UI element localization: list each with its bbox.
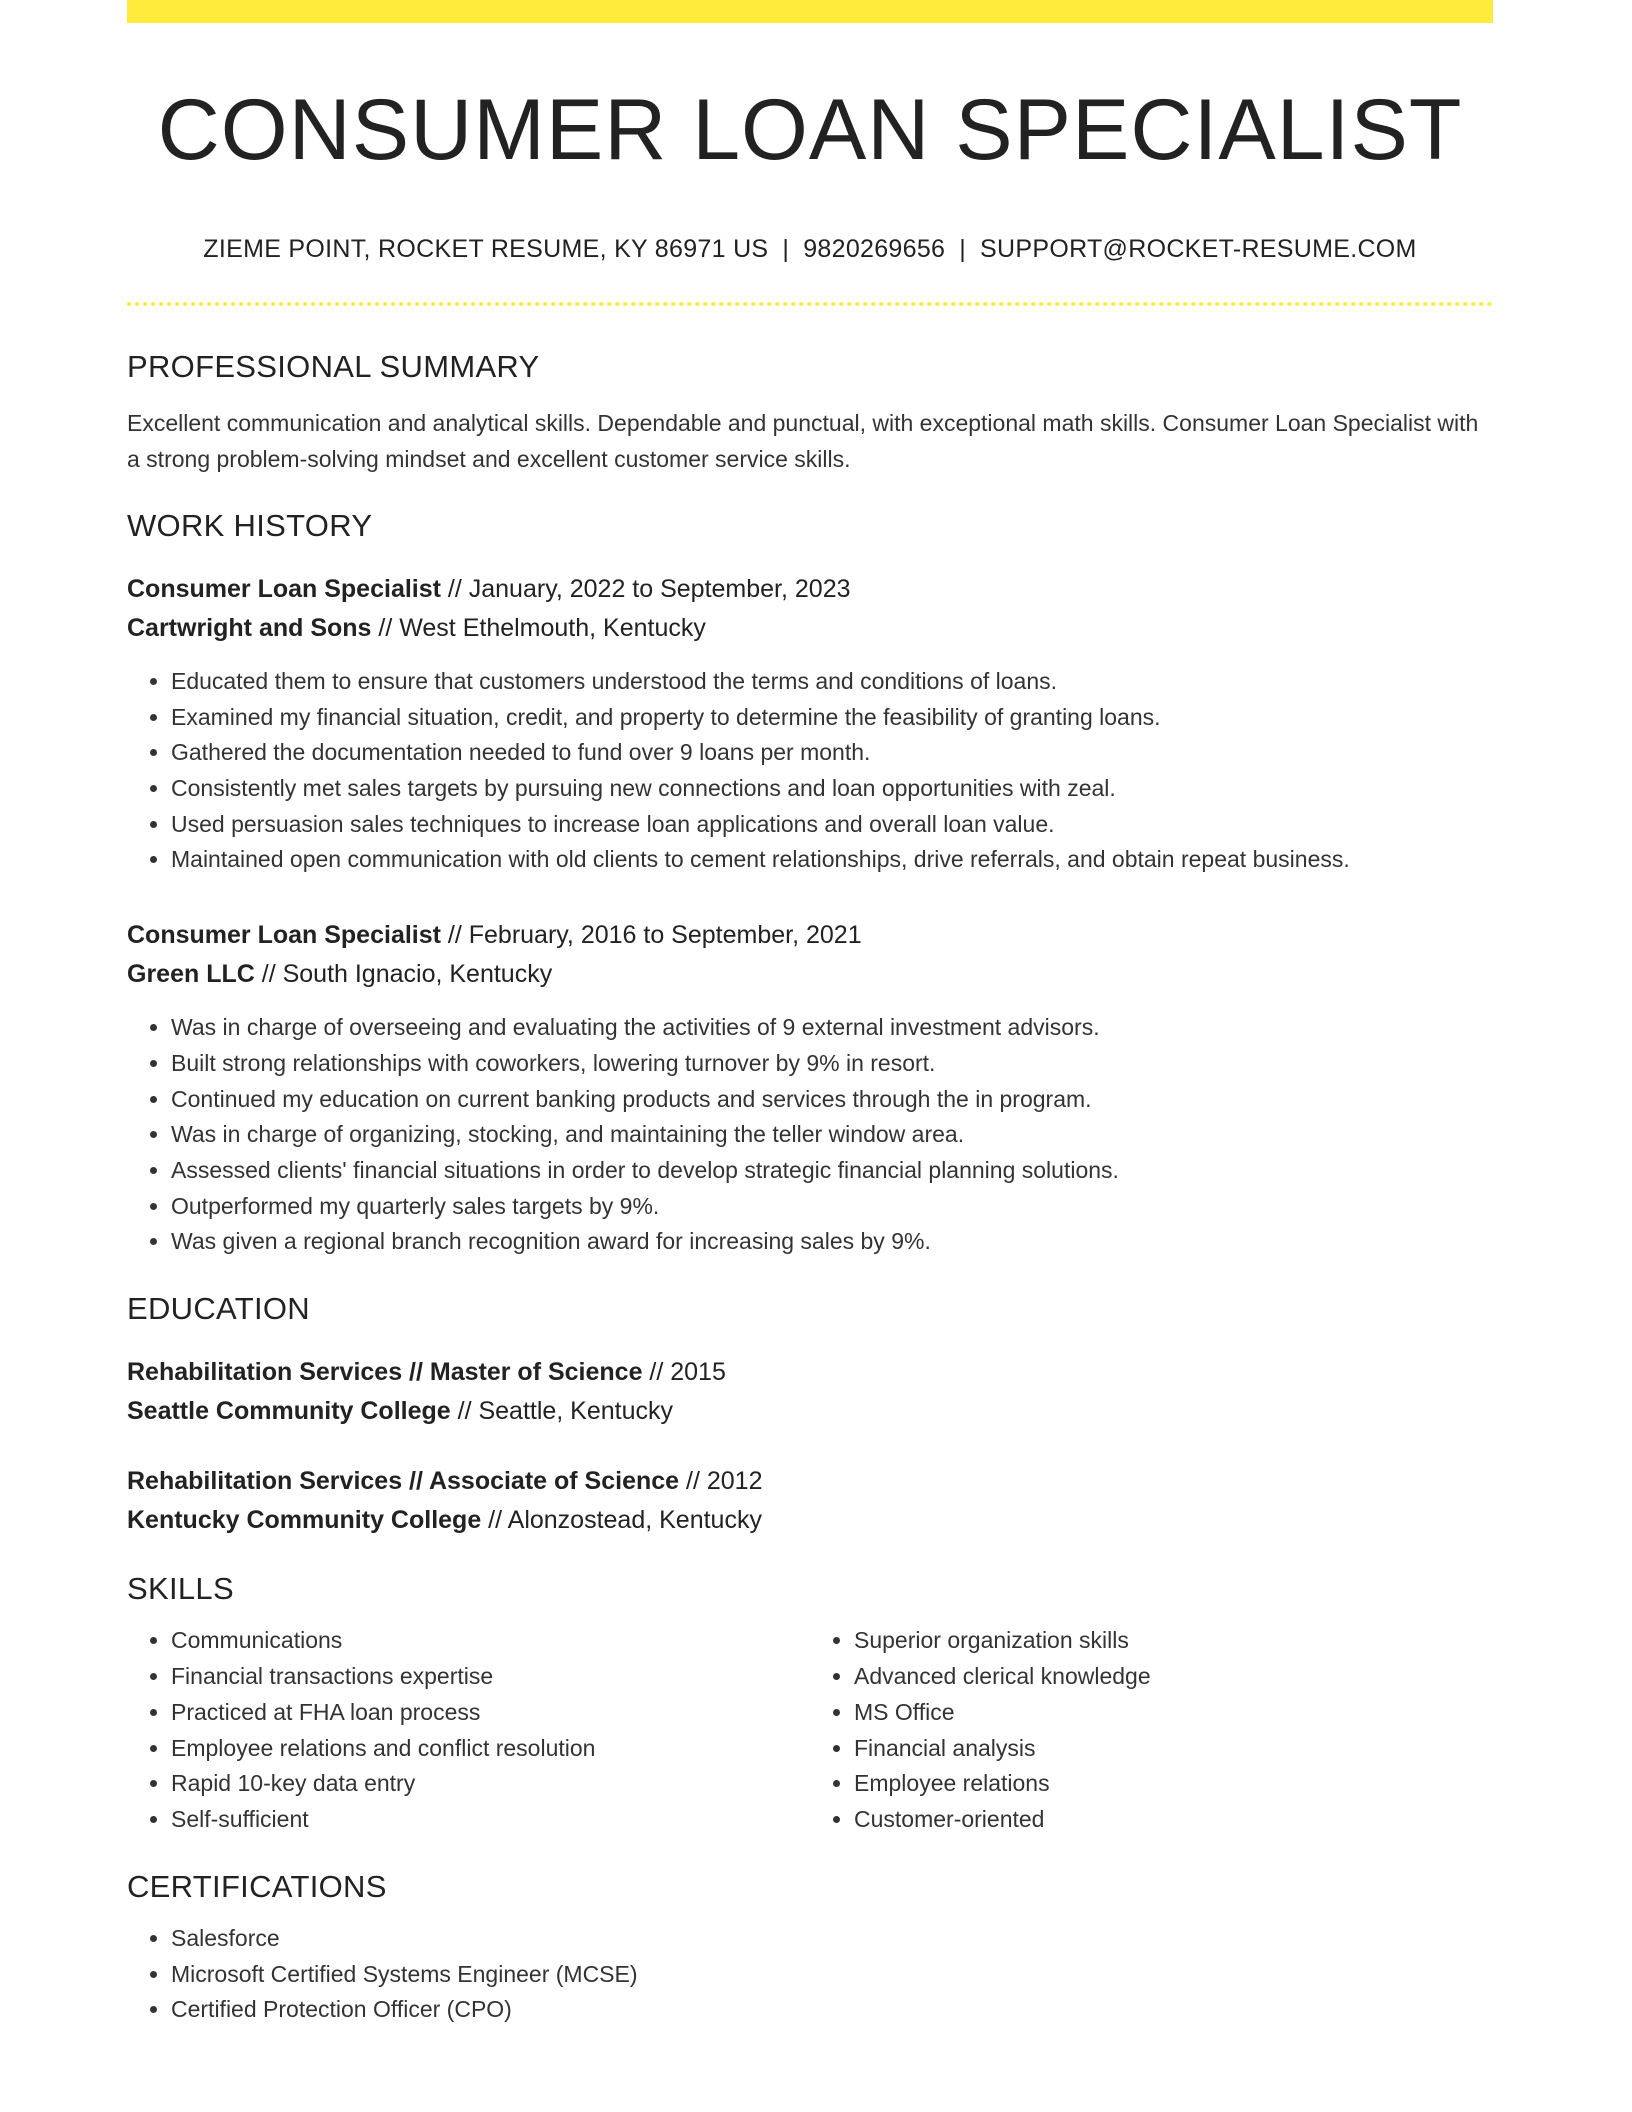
education-location: // Seattle, Kentucky xyxy=(450,1397,674,1426)
accent-top-bar xyxy=(127,0,1493,23)
skill-item: • Rapid 10-key data entry xyxy=(171,1766,810,1802)
list-item: • Used persuasion sales techniques to increase loan applications and overall loan value. xyxy=(171,807,1493,843)
job-entry xyxy=(127,570,1493,878)
education-year: // 2012 xyxy=(679,1467,763,1496)
education-degree: Rehabilitation Services // Associate of Science xyxy=(127,1467,680,1496)
job-bullets xyxy=(127,1010,1493,1260)
job-bullets xyxy=(127,664,1493,878)
skill-item: • Superior organization skills xyxy=(854,1623,1493,1659)
certification-item: • Salesforce xyxy=(171,1921,1493,1957)
education-school: Seattle Community College xyxy=(127,1397,451,1426)
contact-phone: 9820269656 xyxy=(803,234,946,263)
resume-title: CONSUMER LOAN SPECIALIST xyxy=(157,82,1463,178)
job-dates: // January, 2022 to September, 2023 xyxy=(440,574,851,603)
education-entry xyxy=(127,1353,1493,1431)
skill-item: • Financial analysis xyxy=(854,1731,1493,1767)
list-item: • Consistently met sales targets by pursuing new connections and loan opportunities with zeal. xyxy=(171,771,1493,807)
list-item: • Was given a regional branch recognition award for increasing sales by 9%. xyxy=(171,1224,1493,1260)
list-item: • Gathered the documentation needed to fund over 9 loans per month. xyxy=(171,735,1493,771)
skill-item: • Advanced clerical knowledge xyxy=(854,1659,1493,1695)
education-location: // Alonzostead, Kentucky xyxy=(481,1506,762,1535)
summary-text: Excellent communication and analytical skills. Dependable and punctual, with exceptional math skills. Consumer Loan Specialist with a strong problem-solving mindset and excellent customer service skills. xyxy=(127,409,1479,472)
education-school: Kentucky Community College xyxy=(127,1506,482,1535)
certification-item: • Certified Protection Officer (CPO) xyxy=(171,1992,1493,2028)
section-title-work-history: WORK HISTORY xyxy=(127,507,373,543)
contact-address: ZIEME POINT, ROCKET RESUME, KY 86971 US xyxy=(203,234,769,263)
education-school-line xyxy=(127,1392,1493,1431)
education-year: // 2015 xyxy=(642,1358,726,1387)
skill-item: • MS Office xyxy=(854,1695,1493,1731)
job-header xyxy=(127,916,1493,994)
list-item: • Continued my education on current banking products and services through the in program. xyxy=(171,1082,1493,1118)
contact-separator: | xyxy=(782,234,790,263)
skill-item: • Financial transactions expertise xyxy=(171,1659,810,1695)
list-item: • Maintained open communication with old clients to cement relationships, drive referrals, and obtain repeat business. xyxy=(171,842,1493,878)
skill-item: • Employee relations xyxy=(854,1766,1493,1802)
certifications-list xyxy=(127,1921,1493,2028)
certification-item: • Microsoft Certified Systems Engineer (MCSE) xyxy=(171,1957,1493,1993)
list-item: • Outperformed my quarterly sales targets by 9%. xyxy=(171,1189,1493,1225)
job-company: Cartwright and Sons xyxy=(127,613,372,642)
list-item: • Assessed clients' financial situations in order to develop strategic financial planning solutions. xyxy=(171,1153,1493,1189)
job-role-line xyxy=(127,916,1493,955)
job-header xyxy=(127,570,1493,648)
list-item: • Was in charge of overseeing and evaluating the activities of 9 external investment advisors. xyxy=(171,1010,1493,1046)
education-degree-line xyxy=(127,1353,1493,1392)
job-company: Green LLC xyxy=(127,960,255,989)
job-role: Consumer Loan Specialist xyxy=(127,574,441,603)
job-location: // South Ignacio, Kentucky xyxy=(254,960,553,989)
job-company-line xyxy=(127,609,1493,648)
education-degree-line xyxy=(127,1462,1493,1501)
job-company-line xyxy=(127,955,1493,994)
skills-right-column xyxy=(810,1623,1493,1837)
skill-item: • Employee relations and conflict resolution xyxy=(171,1731,810,1767)
skills-left-column xyxy=(127,1623,810,1837)
education-entry xyxy=(127,1462,1493,1540)
list-item: • Educated them to ensure that customers understood the terms and conditions of loans. xyxy=(171,664,1493,700)
dotted-divider xyxy=(127,302,1493,306)
list-item: • Was in charge of organizing, stocking, and maintaining the teller window area. xyxy=(171,1117,1493,1153)
section-title-education: EDUCATION xyxy=(127,1291,310,1327)
contact-line xyxy=(127,234,1493,264)
job-dates: // February, 2016 to September, 2021 xyxy=(440,921,862,950)
education-degree: Rehabilitation Services // Master of Science xyxy=(127,1358,643,1387)
resume-page xyxy=(127,0,1493,2028)
skills-grid xyxy=(127,1623,1493,1837)
education-school-line xyxy=(127,1501,1493,1540)
skill-item: • Practiced at FHA loan process xyxy=(171,1695,810,1731)
section-title-summary: PROFESSIONAL SUMMARY xyxy=(127,348,540,384)
list-item: • Examined my financial situation, credit, and property to determine the feasibility of granting loans. xyxy=(171,700,1493,736)
contact-separator: | xyxy=(959,234,967,263)
skill-item: • Self-sufficient xyxy=(171,1802,810,1838)
contact-email: SUPPORT@ROCKET-RESUME.COM xyxy=(980,234,1417,263)
job-role: Consumer Loan Specialist xyxy=(127,921,441,950)
skill-item: • Customer-oriented xyxy=(854,1802,1493,1838)
job-role-line xyxy=(127,570,1493,609)
list-item: • Built strong relationships with coworkers, lowering turnover by 9% in resort. xyxy=(171,1046,1493,1082)
skill-item: • Communications xyxy=(171,1623,810,1659)
job-entry xyxy=(127,916,1493,1260)
section-title-skills: SKILLS xyxy=(127,1571,234,1607)
job-location: // West Ethelmouth, Kentucky xyxy=(371,613,706,642)
section-title-certifications: CERTIFICATIONS xyxy=(127,1868,387,1904)
